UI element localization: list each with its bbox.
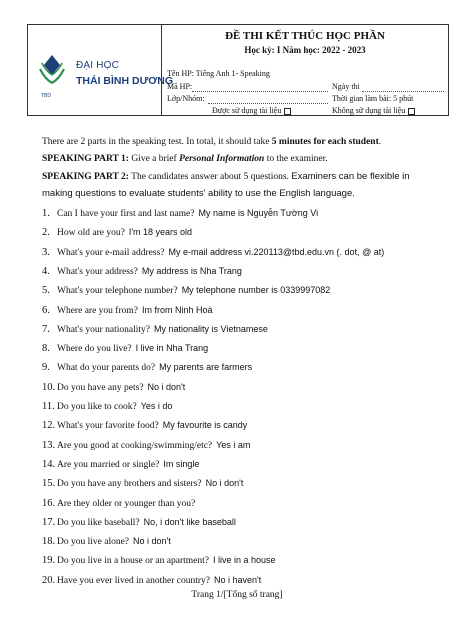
question-number: 18. <box>42 536 56 548</box>
answer-text: My parents are farmers <box>159 362 253 373</box>
materials-not-allowed-checkbox <box>408 108 415 115</box>
answer-text: Yes i do <box>140 401 173 411</box>
question-text: Where are you from? <box>57 305 138 316</box>
answer-text: I'm 18 years old <box>128 227 193 238</box>
question-text: What's your address? <box>57 266 138 277</box>
question-text: Do you live alone? <box>57 537 130 548</box>
question-text: What's your e-mail address? <box>57 247 165 258</box>
question-item <box>42 401 172 412</box>
materials-not-allowed-option <box>332 106 415 115</box>
question-item <box>42 498 199 509</box>
answer-text: I live in a house <box>212 555 276 566</box>
question-item <box>42 362 252 373</box>
question-text: Where do you live? <box>57 344 132 355</box>
question-number: 17. <box>42 516 56 528</box>
answer-text: No i don't <box>133 536 171 547</box>
question-text: Do you like to cook? <box>57 402 137 412</box>
question-number: 4. <box>42 265 50 277</box>
question-text: Are they older or younger than you? <box>57 498 196 509</box>
answer-text: Im from Ninh Hoà <box>141 304 213 315</box>
time-requirement: 5 minutes for each student <box>271 137 379 147</box>
logo-text-line2: THÁI BÌNH DƯƠNG <box>76 75 173 87</box>
materials-allowed-label: Được sử dụng tài liệu <box>212 106 282 115</box>
materials-allowed-checkbox <box>284 108 291 115</box>
question-item <box>42 266 242 277</box>
exam-date-field <box>362 91 444 92</box>
question-text: Have you ever lived in another country? <box>57 575 210 586</box>
part1-label: SPEAKING PART 1: <box>42 154 129 164</box>
exam-info <box>162 25 448 115</box>
question-item <box>42 420 247 431</box>
university-logo <box>28 25 173 115</box>
logo-text-line1: ĐẠI HỌC <box>76 60 120 71</box>
question-number: 2. <box>42 227 50 239</box>
question-number: 3. <box>42 246 50 258</box>
class-group-label: Lớp/Nhóm: <box>167 94 205 103</box>
question-item <box>42 382 185 393</box>
question-item <box>42 305 213 316</box>
answer-text: My address is Nha Trang <box>141 265 242 276</box>
question-text: Do you live in a house or an apartment? <box>57 556 209 567</box>
answer-text: My name is Nguyễn Tường Vi <box>198 208 319 218</box>
question-number: 7. <box>42 323 50 335</box>
exam-duration: Thời gian làm bài: 5 phút <box>332 94 414 103</box>
speaking-part1: SPEAKING PART 1: Give a brief Personal Information to the examiner. <box>42 154 328 164</box>
question-item <box>42 343 208 354</box>
question-number: 12. <box>42 420 56 432</box>
question-number: 8. <box>42 343 50 355</box>
question-item <box>42 536 171 547</box>
answer-text: My nationality is Vietnamese <box>154 323 268 334</box>
question-number: 5. <box>42 285 50 297</box>
university-logo-icon <box>37 51 67 91</box>
question-item <box>42 575 261 586</box>
question-number: 14. <box>42 458 56 470</box>
question-text: How old are you? <box>57 228 125 239</box>
logo-abbreviation: TBD <box>41 93 51 99</box>
speaking-part2-cont: making questions to evaluate students' ability to use the English language. <box>42 188 355 199</box>
intro-line: There are 2 parts in the speaking test. In total, it should take 5 minutes for each student. <box>42 137 382 147</box>
question-item <box>42 555 276 566</box>
course-code-field <box>192 91 328 92</box>
answer-text: My e-mail address vi.220113@tbd.edu.vn (. dot, @ at) <box>168 246 385 257</box>
question-text: What's your telephone number? <box>57 286 178 297</box>
question-number: 11. <box>42 401 55 412</box>
answer-text: Yes i am <box>216 439 251 450</box>
answer-text: No i haven't <box>214 574 262 585</box>
question-text: Do you have any pets? <box>57 382 144 393</box>
question-text: Are you good at cooking/swimming/etc? <box>57 440 213 451</box>
exam-title: ĐỀ THI KẾT THÚC HỌC PHẦN <box>225 30 385 42</box>
question-number: 13. <box>42 439 56 451</box>
course-code-label: Mã HP: <box>167 82 193 91</box>
question-item <box>42 459 199 470</box>
question-text: What's your nationality? <box>57 324 150 335</box>
question-number: 10. <box>42 381 56 393</box>
question-item <box>42 208 318 219</box>
answer-text: My favourite is candy <box>162 420 248 431</box>
class-group-field <box>208 103 328 104</box>
answer-text: I live in Nha Trang <box>135 343 209 354</box>
materials-not-allowed-label: Không sử dụng tài liệu <box>332 106 406 115</box>
question-text: Do you like baseball? <box>57 517 140 528</box>
exam-semester: Học kỳ: I Năm học: 2022 - 2023 <box>244 45 366 55</box>
question-number: 9. <box>42 362 50 374</box>
answer-text: No i don't <box>205 478 244 489</box>
answer-text: My telephone number is 0339997082 <box>181 285 331 296</box>
answer-text: Im single <box>163 458 200 469</box>
speaking-part2: SPEAKING PART 2: The candidates answer about 5 questions. Examiners can be flexible in <box>42 171 410 182</box>
question-text: What's your favorite food? <box>57 421 159 432</box>
question-item <box>42 247 384 258</box>
question-number: 19. <box>42 555 56 567</box>
exam-date-label: Ngày thi <box>332 82 360 91</box>
page-footer: Trang 1/[Tổng số trang] <box>191 590 283 600</box>
question-text: Are you married or single? <box>57 459 160 470</box>
course-name: Tên HP: Tiếng Anh 1- Speaking <box>167 69 270 78</box>
answer-text: No i don't <box>147 381 186 392</box>
question-item <box>42 478 243 489</box>
question-number: 6. <box>42 304 50 316</box>
part1-emphasis: Personal Information <box>179 154 265 164</box>
question-number: 20. <box>42 574 56 586</box>
part2-label: SPEAKING PART 2: <box>42 172 129 182</box>
question-text: What do your parents do? <box>57 363 156 374</box>
materials-allowed-option <box>212 106 291 115</box>
question-number: 1. <box>42 208 50 219</box>
question-text: Can I have your first and last name? <box>57 209 195 219</box>
question-item <box>42 440 250 451</box>
question-item <box>42 227 192 238</box>
question-item <box>42 324 268 335</box>
question-number: 15. <box>42 478 56 490</box>
question-text: Do you have any brothers and sisters? <box>57 479 202 490</box>
question-number: 16. <box>42 497 56 509</box>
answer-text: No, i don't like baseball <box>143 516 236 527</box>
question-item <box>42 517 236 528</box>
question-item <box>42 285 330 296</box>
exam-header <box>27 24 449 116</box>
